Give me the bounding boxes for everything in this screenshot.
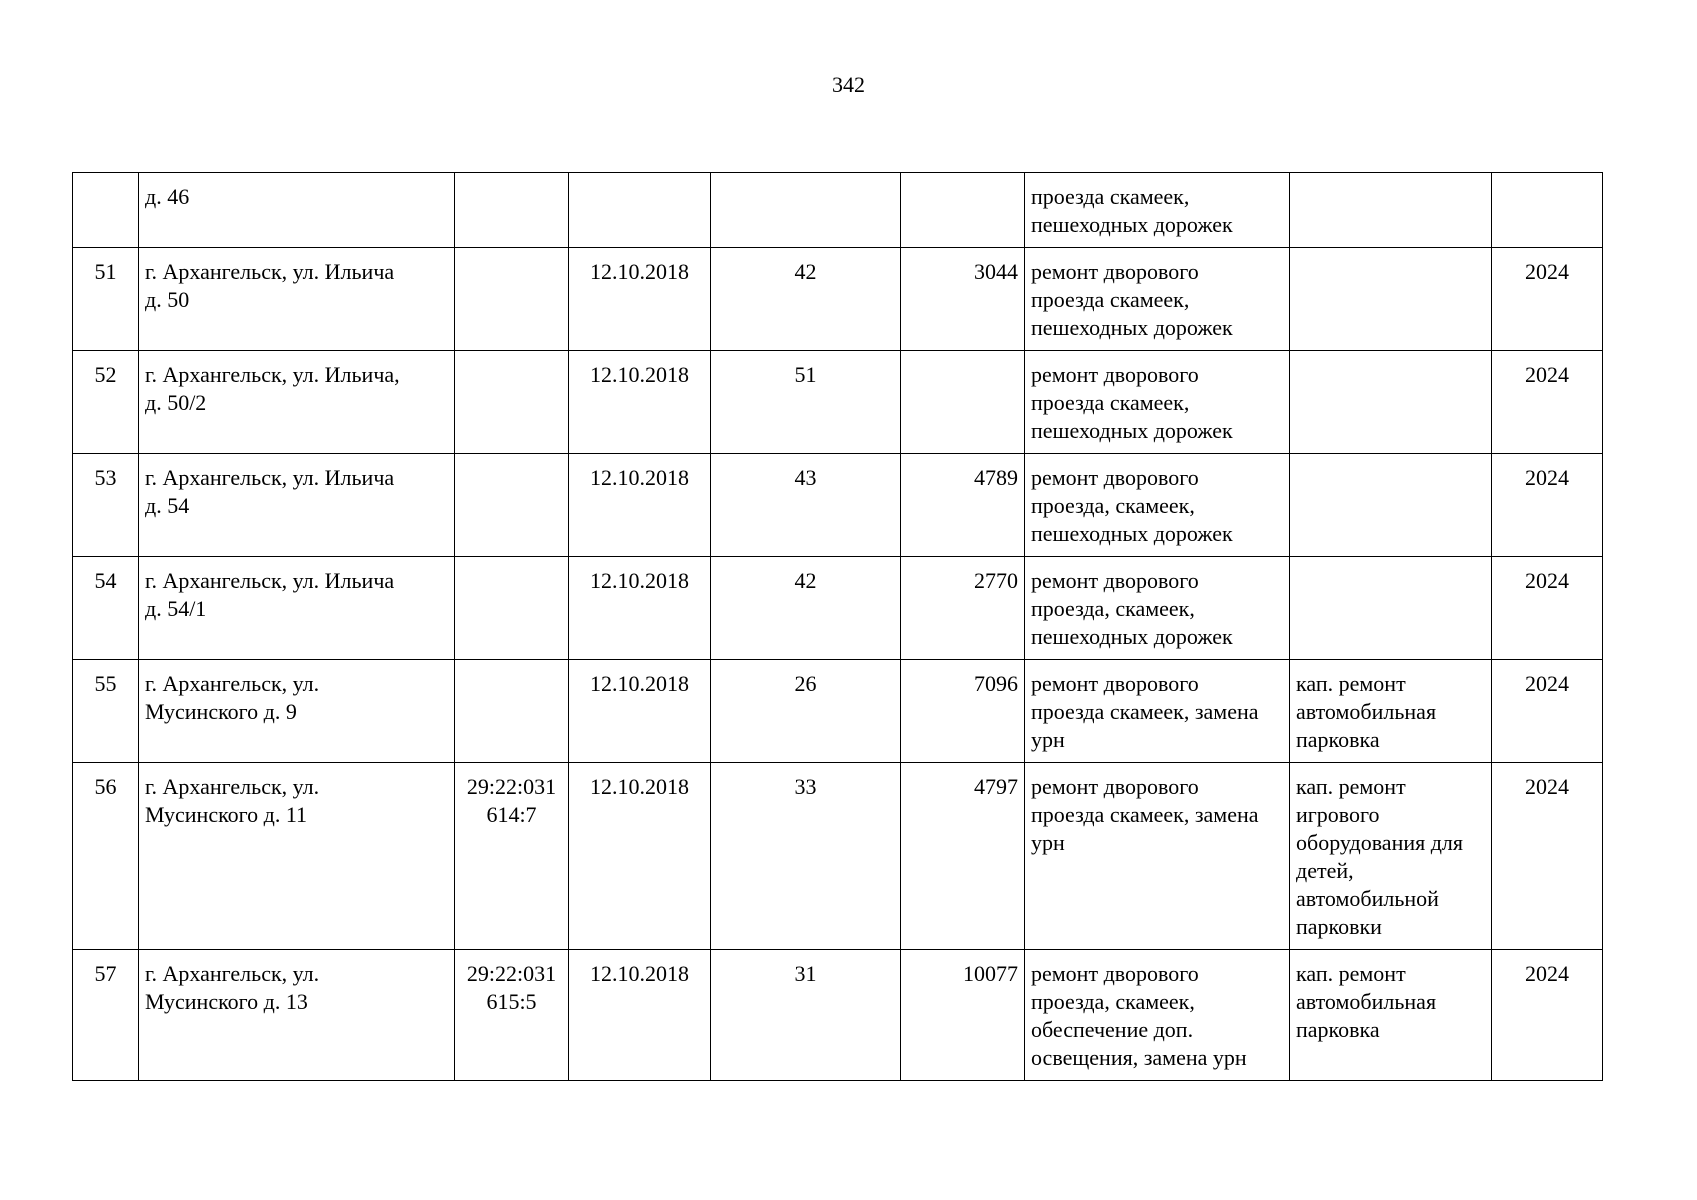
- minimum-works-cell-text: ремонт дворового проезда скамеек, пешеходных дорожек: [1031, 259, 1233, 340]
- address-cell-text: г. Архангельск, ул. Ильича, д. 50/2: [145, 362, 400, 415]
- date-cell-text: 12.10.2018: [590, 774, 689, 799]
- additional-works-cell: [1290, 248, 1492, 351]
- area-cell-text: 3044: [974, 259, 1018, 284]
- address-cell-text: г. Архангельск, ул. Ильича д. 54: [145, 465, 395, 518]
- area-cell: [901, 173, 1025, 248]
- additional-works-cell: [1290, 557, 1492, 660]
- row-number-cell: [73, 351, 139, 454]
- cadastral-number-cell: [455, 557, 569, 660]
- year-cell: [1492, 763, 1603, 950]
- address-cell-text: д. 46: [145, 184, 190, 209]
- address-cell-text: г. Архангельск, ул. Ильича д. 54/1: [145, 568, 395, 621]
- address-cell: [139, 763, 455, 950]
- date-cell-text: 12.10.2018: [590, 362, 689, 387]
- percent-cell: [711, 248, 901, 351]
- row-number-cell-text: 54: [94, 568, 117, 593]
- address-cell-text: г. Архангельск, ул. Мусинского д. 9: [145, 671, 320, 724]
- percent-cell-text: 26: [794, 671, 817, 696]
- minimum-works-cell-text: ремонт дворового проезда скамеек, замена урн: [1031, 671, 1259, 752]
- additional-works-cell-text: кап. ремонт автомобильная парковка: [1296, 671, 1437, 752]
- row-number-cell: [73, 950, 139, 1081]
- percent-cell: [711, 763, 901, 950]
- year-cell: [1492, 248, 1603, 351]
- row-number-cell-text: 51: [94, 259, 117, 284]
- date-cell: [569, 763, 711, 950]
- minimum-works-cell: [1025, 454, 1290, 557]
- additional-works-cell: [1290, 351, 1492, 454]
- minimum-works-cell: [1025, 248, 1290, 351]
- additional-works-cell: [1290, 173, 1492, 248]
- row-number-cell-text: 52: [94, 362, 117, 387]
- address-cell: [139, 351, 455, 454]
- address-cell-text: г. Архангельск, ул. Мусинского д. 13: [145, 961, 320, 1014]
- year-cell-text: 2024: [1525, 259, 1569, 284]
- row-number-cell-text: 55: [94, 671, 117, 696]
- minimum-works-cell: [1025, 763, 1290, 950]
- additional-works-cell: [1290, 950, 1492, 1081]
- minimum-works-cell: [1025, 950, 1290, 1081]
- table-row: [73, 557, 1603, 660]
- year-cell: [1492, 351, 1603, 454]
- minimum-works-cell-text: ремонт дворового проезда, скамеек, обеспечение доп. освещения, замена урн: [1031, 961, 1247, 1070]
- address-cell: [139, 660, 455, 763]
- address-cell: [139, 454, 455, 557]
- date-cell-text: 12.10.2018: [590, 259, 689, 284]
- date-cell-text: 12.10.2018: [590, 671, 689, 696]
- address-cell-text: г. Архангельск, ул. Ильича д. 50: [145, 259, 395, 312]
- address-cell: [139, 557, 455, 660]
- date-cell: [569, 454, 711, 557]
- date-cell: [569, 173, 711, 248]
- percent-cell-text: 42: [794, 259, 817, 284]
- year-cell: [1492, 557, 1603, 660]
- area-cell: [901, 763, 1025, 950]
- percent-cell: [711, 557, 901, 660]
- table-row: [73, 763, 1603, 950]
- percent-cell: [711, 950, 901, 1081]
- percent-cell: [711, 660, 901, 763]
- table-row: [73, 173, 1603, 248]
- year-cell-text: 2024: [1525, 465, 1569, 490]
- area-cell-text: 7096: [974, 671, 1018, 696]
- row-number-cell-text: 57: [94, 961, 117, 986]
- date-cell-text: 12.10.2018: [590, 568, 689, 593]
- table-row: [73, 950, 1603, 1081]
- cadastral-number-cell: [455, 763, 569, 950]
- area-cell: [901, 351, 1025, 454]
- address-cell-text: г. Архангельск, ул. Мусинского д. 11: [145, 774, 320, 827]
- percent-cell-text: 31: [794, 961, 817, 986]
- minimum-works-cell-text: ремонт дворового проезда скамеек, замена урн: [1031, 774, 1259, 855]
- additional-works-cell: [1290, 763, 1492, 950]
- table-row: [73, 248, 1603, 351]
- percent-cell-text: 51: [794, 362, 817, 387]
- cadastral-number-cell-text: 29:22:031 614:7: [466, 774, 557, 827]
- year-cell-text: 2024: [1525, 774, 1569, 799]
- cadastral-number-cell: [455, 454, 569, 557]
- table-body: [73, 173, 1603, 1081]
- additional-works-cell-text: кап. ремонт игрового оборудования для детей, автомобильной парковки: [1296, 774, 1464, 939]
- cadastral-number-cell: [455, 248, 569, 351]
- table-row: [73, 454, 1603, 557]
- minimum-works-cell-text: ремонт дворового проезда скамеек, пешеходных дорожек: [1031, 362, 1233, 443]
- cadastral-number-cell: [455, 173, 569, 248]
- cadastral-number-cell-text: 29:22:031 615:5: [466, 961, 557, 1014]
- area-cell: [901, 454, 1025, 557]
- year-cell: [1492, 660, 1603, 763]
- address-cell: [139, 173, 455, 248]
- table-row: [73, 660, 1603, 763]
- area-cell: [901, 660, 1025, 763]
- cadastral-number-cell: [455, 351, 569, 454]
- minimum-works-cell: [1025, 351, 1290, 454]
- address-cell: [139, 950, 455, 1081]
- year-cell-text: 2024: [1525, 362, 1569, 387]
- date-cell: [569, 950, 711, 1081]
- date-cell: [569, 351, 711, 454]
- minimum-works-cell: [1025, 557, 1290, 660]
- year-cell: [1492, 454, 1603, 557]
- address-cell: [139, 248, 455, 351]
- additional-works-cell: [1290, 660, 1492, 763]
- row-number-cell: [73, 660, 139, 763]
- year-cell-text: 2024: [1525, 961, 1569, 986]
- area-cell-text: 4797: [974, 774, 1018, 799]
- cadastral-number-cell: [455, 660, 569, 763]
- row-number-cell: [73, 763, 139, 950]
- area-cell-text: 10077: [963, 961, 1018, 986]
- page-number: 342: [832, 72, 865, 97]
- minimum-works-cell-text: ремонт дворового проезда, скамеек, пешеходных дорожек: [1031, 465, 1233, 546]
- year-cell: [1492, 173, 1603, 248]
- minimum-works-cell: [1025, 660, 1290, 763]
- row-number-cell: [73, 557, 139, 660]
- cadastral-number-cell: [455, 950, 569, 1081]
- additional-works-cell: [1290, 454, 1492, 557]
- area-cell-text: 4789: [974, 465, 1018, 490]
- date-cell: [569, 557, 711, 660]
- minimum-works-cell: [1025, 173, 1290, 248]
- row-number-cell: [73, 454, 139, 557]
- date-cell: [569, 248, 711, 351]
- percent-cell-text: 43: [794, 465, 817, 490]
- date-cell: [569, 660, 711, 763]
- area-cell: [901, 557, 1025, 660]
- row-number-cell: [73, 248, 139, 351]
- minimum-works-cell-text: проезда скамеек, пешеходных дорожек: [1031, 184, 1233, 237]
- courtyard-registry-table: [72, 172, 1603, 1081]
- minimum-works-cell-text: ремонт дворового проезда, скамеек, пешеходных дорожек: [1031, 568, 1233, 649]
- date-cell-text: 12.10.2018: [590, 961, 689, 986]
- percent-cell: [711, 351, 901, 454]
- area-cell-text: 2770: [974, 568, 1018, 593]
- row-number-cell: [73, 173, 139, 248]
- area-cell: [901, 248, 1025, 351]
- percent-cell: [711, 454, 901, 557]
- year-cell: [1492, 950, 1603, 1081]
- area-cell: [901, 950, 1025, 1081]
- percent-cell-text: 33: [794, 774, 817, 799]
- percent-cell: [711, 173, 901, 248]
- additional-works-cell-text: кап. ремонт автомобильная парковка: [1296, 961, 1437, 1042]
- row-number-cell-text: 53: [94, 465, 117, 490]
- year-cell-text: 2024: [1525, 568, 1569, 593]
- percent-cell-text: 42: [794, 568, 817, 593]
- year-cell-text: 2024: [1525, 671, 1569, 696]
- table-row: [73, 351, 1603, 454]
- row-number-cell-text: 56: [94, 774, 117, 799]
- date-cell-text: 12.10.2018: [590, 465, 689, 490]
